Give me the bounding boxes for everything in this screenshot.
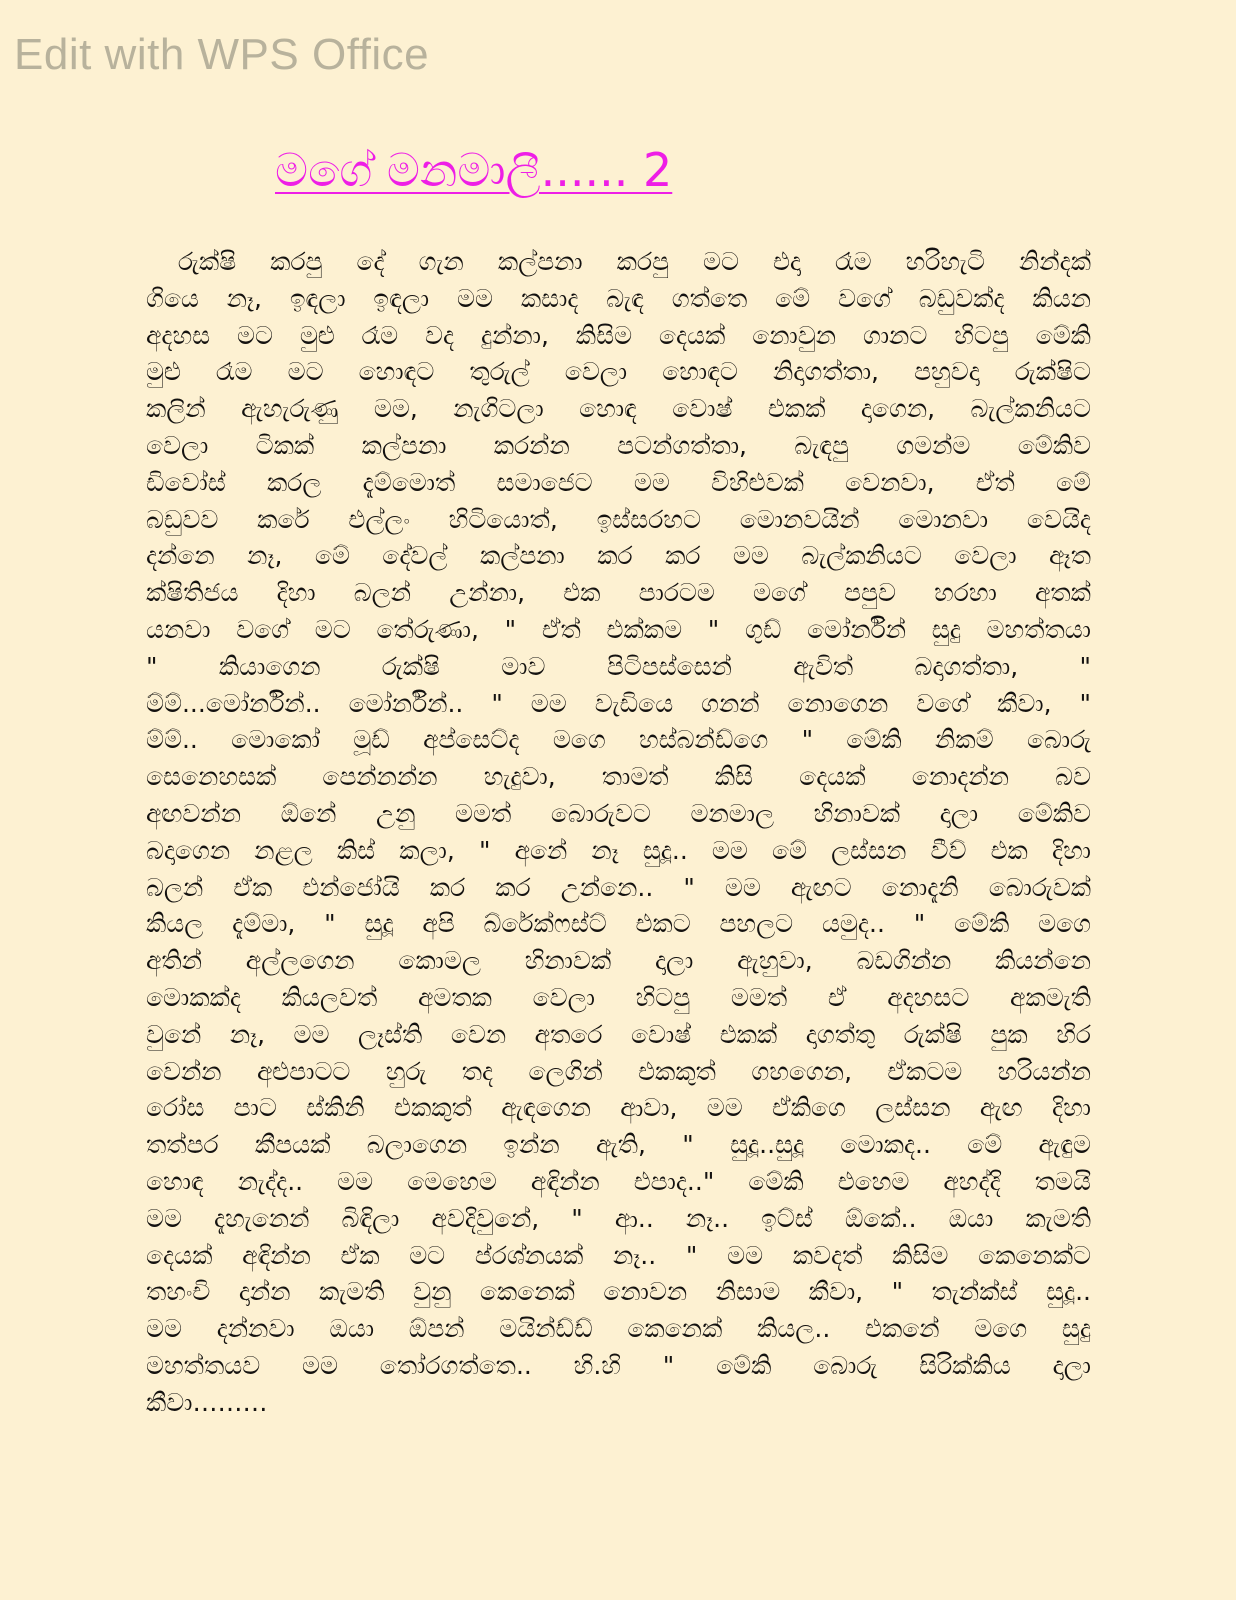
body-line: වුනේ නෑ, මම ලෑස්ති වෙන අතරෙ වොෂ් එකක් දාගත්තු රුක්ෂි පුක හිර: [146, 1019, 1091, 1049]
body-line: ක්ෂිතිජය දිහා බලන් උන්නා, එක පාරටම මගේ පපුව හරහා අතක්: [146, 578, 1091, 608]
body-line: දෙයක් අඳින්න ඒක මට ප්රශ්නයක් නෑ.. " මම කවදත් කිසිම කෙනෙක්ට: [146, 1240, 1091, 1270]
body-line: " කියාගෙන රුක්ෂි මාව පිටිපස්සෙන් ඇවිත් බදාගත්තා, ": [146, 651, 1091, 681]
body-line: ම්ම්...මෝර්නින්.. මෝර්නින්.. " මම වැඩියෙ ගනන් නොගෙන වගේ කීවා, ": [146, 688, 1091, 718]
body-line: දන්නෙ නෑ, මේ දේවල් කල්පනා කර කර මම බැල්කනියට වෙලා ඈත: [146, 541, 1091, 571]
body-line: ගියෙ නෑ, ඉඳලා ඉඳලා මම කසාද බැඳ ගත්තෙ මේ වගේ බඩුවක්ද කියන: [146, 283, 1091, 313]
body-line: රෝස පාට ස්කිනි එකකුත් ඇඳගෙන ආවා, මම ඒකිගෙ ලස්සන ඇඟ දිහා: [146, 1093, 1091, 1123]
body-line: රුක්ෂි කරපු දේ ගැන කල්පනා කරපු මට එදා රෑම හරිහැටි නින්දක්: [178, 247, 1091, 276]
body-line: මම දැහැනෙන් බිඳිලා අවදිවුනේ, " ආ.. නෑ.. ඉට්ස් ඕකේ.. ඔයා කැමති: [146, 1203, 1091, 1233]
body-line: සෙනෙහසක් පෙන්නන්න හැදුවා, තාමත් කිසි දෙයක් නොදන්න බව: [146, 762, 1091, 792]
body-line: කීවා………: [146, 1387, 268, 1417]
body-line: ම්ම්.. මොකෝ මූඩ් අප්සෙට්ද මගෙ හස්බන්ඩ්ගෙ " මේකි නිකම් බොරු: [146, 725, 1091, 755]
body-line: අදහස මට මුළු රෑම වද දුන්නා, කිසිම දෙයක් නොවුන ගානට හිටපු මේකි: [146, 320, 1091, 350]
body-line: යනවා වගේ මට තේරුණා, " ඒත් එක්කම " ගුඩ් මෝර්නින් සුදු මහත්තයා: [146, 614, 1091, 644]
body-line: මම දන්නවා ඔයා ඕපන් මයින්ඩ්ඩ් කෙනෙක් කියල.. එකනේ මගෙ සුදු: [146, 1314, 1091, 1344]
body-line: මොකක්ද කියලවත් අමතක වෙලා හිටපු මමත් ඒ අදහසට අකමැති: [146, 982, 1091, 1012]
body-line: බලන් ඒක එන්ජෝයි කර කර උන්නෙ.. " මම ඇඟට නොදැනි බොරුවක්: [146, 872, 1091, 902]
body-line: තහංචි දාන්න කැමති වුනු කෙනෙක් නොවන නිසාම කීවා, " තැන්ක්ස් සුදූ..: [146, 1277, 1091, 1307]
story-body: [146, 244, 1091, 1422]
body-line: බඩුවව කරේ එල්ලං හිටියොත්, ඉස්සරහට මොනවයින් මොනවා වෙයිද: [146, 504, 1091, 534]
body-line: මහත්තයව මම තෝරගත්තෙ.. හි.හි " මේකි බොරු සිරික්කිය දාලා: [146, 1350, 1091, 1380]
body-line: හොඳ නැද්ද.. මම මෙහෙම අඳින්න එපාද.." මේකි එහෙම අහද්දි තමයි: [146, 1166, 1091, 1196]
body-line: බදාගෙන නළල කිස් කලා, " අනේ නෑ සුදූ.. මම මේ ලස්සන වීව් එක දිහා: [146, 835, 1091, 865]
story-title: මගේ මනමාලී...... 2: [275, 143, 673, 197]
body-line: කලින් ඇහැරුණු මම, නැගිටලා හොඳ වොෂ් එකක් දාගෙන, බැල්කනියට: [146, 394, 1091, 424]
body-line: කියල දැම්මා, " සුදූ අපි බ්රේක්ෆස්ට් එකට පහලට යමුද.. " මේකි මගෙ: [146, 909, 1091, 939]
body-line: අඟවන්න ඕනේ උනු මමත් බොරුවට මනමාල හිනාවක් දාලා මේකිව: [146, 798, 1091, 828]
body-line: අතින් අල්ලගෙන කොමල හිනාවක් දාලා ඇහුවා, බඩගින්න කියන්නෙ: [146, 946, 1091, 976]
body-line: වෙන්න අළුපාටට හුරු තද ලෙගින් එකකුත් ගහගෙන, ඒකටම හරියන්න: [146, 1056, 1091, 1086]
body-line: ඩිවෝස් කරල දැම්මොත් සමාජෙට මම විහිළුවක් වෙනවා, ඒත් මේ: [146, 467, 1091, 497]
body-line: වෙලා ටිකක් කල්පනා කරන්න පටන්ගත්තා, බැඳපු ගමන්ම මේකිව: [146, 430, 1091, 460]
wps-watermark: Edit with WPS Office: [14, 30, 430, 79]
body-line: මුළු රෑම මට හොඳට තුරුල් වෙලා හොඳට නිදාගත්තා, පහුවදා රුක්ෂිට: [146, 357, 1091, 387]
body-line: තත්පර කීපයක් බලාගෙන ඉන්න ඇති, " සුදූ..සුදූ මොකද.. මේ ඇඳුම: [146, 1130, 1091, 1160]
